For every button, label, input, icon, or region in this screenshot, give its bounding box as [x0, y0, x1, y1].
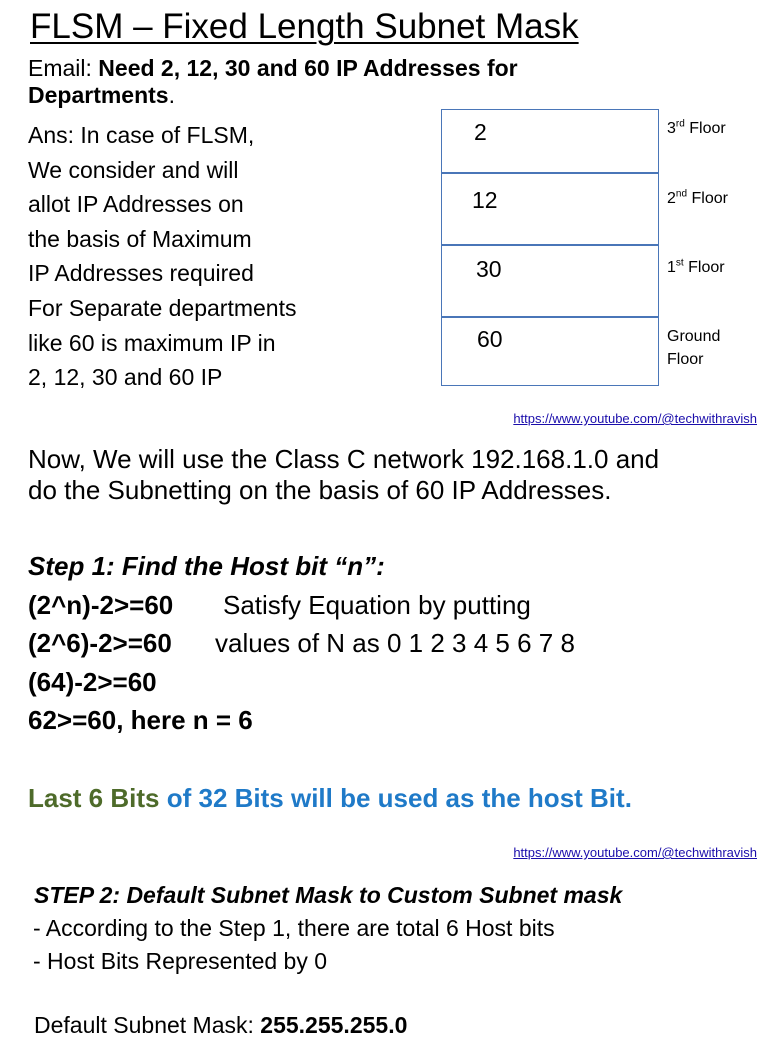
equation-line: (64)-2>=60 — [28, 667, 157, 697]
network-line: Now, We will use the Class C network 192.168.1.0 and — [28, 444, 660, 474]
step1-heading: Step 1: Find the Host bit “n”: — [28, 551, 385, 581]
answer-line: the basis of Maximum — [28, 225, 252, 252]
equation-line: (2^6)-2>=60 — [28, 628, 172, 658]
email-bold-text-line2: Departments — [28, 82, 169, 108]
host-bits-blue: of 32 Bits will be used as the host Bit. — [166, 783, 632, 813]
step2-point: - According to the Step 1, there are total 6 Host bits — [33, 915, 555, 941]
answer-line: allot IP Addresses on — [28, 191, 244, 218]
youtube-link[interactable]: https://www.youtube.com/@techwithravish — [513, 845, 757, 860]
equation-line: (2^n)-2>=60 — [28, 590, 174, 620]
step2-point: - Host Bits Represented by 0 — [33, 948, 328, 974]
floor-value-ground: 60 — [477, 326, 503, 352]
email-bold-text: Need 2, 12, 30 and 60 IP Addresses for — [98, 55, 518, 81]
answer-line: like 60 is maximum IP in — [28, 329, 276, 356]
answer-line: IP Addresses required — [28, 260, 254, 287]
network-paragraph — [28, 444, 659, 506]
floor-value-1st: 30 — [476, 256, 502, 282]
network-line: do the Subnetting on the basis of 60 IP Addresses. — [28, 475, 612, 505]
floor-label-2nd: 2nd Floor — [667, 188, 728, 207]
email-suffix: . — [168, 82, 175, 108]
answer-line: We consider and will — [28, 156, 239, 183]
step2-heading: STEP 2: Default Subnet Mask to Custom Subnet mask — [34, 882, 623, 908]
floor-box-1st — [441, 244, 659, 318]
equation-line: 62>=60, here n = 6 — [28, 705, 253, 735]
floor-box-ground — [441, 316, 659, 386]
answer-line: 2, 12, 30 and 60 IP — [28, 364, 223, 391]
host-bits-statement — [28, 782, 632, 814]
host-bits-green: Last 6 Bits — [28, 783, 167, 813]
default-mask-label: Default Subnet Mask: — [34, 1012, 261, 1038]
answer-paragraph — [28, 118, 296, 395]
floor-label-ground: Ground Floor — [667, 328, 721, 368]
floor-label-1st: 1st Floor — [667, 257, 725, 276]
floor-value-3rd: 2 — [474, 119, 487, 145]
answer-line: For Separate departments — [28, 294, 297, 321]
equation-note: Satisfy Equation by putting — [223, 590, 531, 620]
youtube-link[interactable]: https://www.youtube.com/@techwithravish — [513, 411, 757, 426]
equation-note: values of N as 0 1 2 3 4 5 6 7 8 — [215, 628, 575, 658]
answer-line: Ans: In case of FLSM, — [28, 122, 255, 148]
default-subnet-mask — [34, 1010, 407, 1040]
email-label: Email: — [28, 55, 99, 81]
default-mask-value: 255.255.255.0 — [260, 1012, 408, 1038]
page-title: FLSM – Fixed Length Subnet Mask — [30, 7, 579, 46]
floor-label-3rd: 3rd Floor — [667, 118, 726, 137]
floor-value-2nd: 12 — [472, 187, 498, 213]
email-requirement — [28, 55, 518, 109]
